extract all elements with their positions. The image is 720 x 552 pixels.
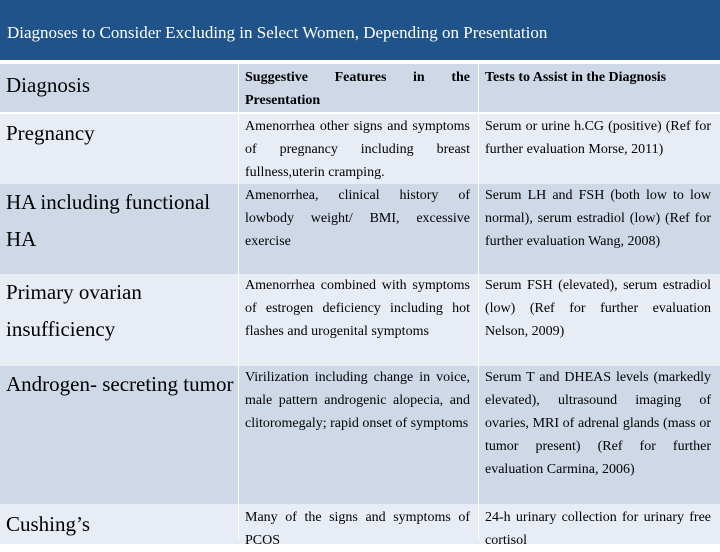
table-row [0,184,720,274]
features-cell: Many of the signs and symptoms of PCOS [245,510,470,548]
column-divider [478,64,479,540]
table-row [0,504,720,548]
table-row [0,366,720,504]
diagnosis-cell: Pregnancy [6,121,95,145]
column-header-tests: Tests to Assist in the Diagnosis [485,70,667,85]
diagnosis-cell: Cushing’s [6,512,91,536]
table-header-row [0,64,720,112]
diagnosis-cell: Primary ovarian insufficiency [6,280,142,341]
column-header-diagnosis: Diagnosis [6,73,90,97]
table-row [0,114,720,184]
diagnosis-cell: Androgen- secreting tumor [6,372,234,396]
tests-cell: Serum LH and FSH (both low to low normal), serum estradiol (low) (Ref for further evaluation Wang, 2008) [485,188,711,249]
table-row [0,274,720,366]
tests-cell: Serum T and DHEAS levels (markedly elevated), ultrasound imaging of ovaries, MRI of adrenal glands (mass or tumor present) (Ref for further evaluation Carmina, 2006) [485,370,711,477]
features-cell: Amenorrhea, clinical history of lowbody weight/ BMI, excessive exercise [245,188,470,249]
features-cell: Amenorrhea combined with symptoms of estrogen deficiency including hot flashes and urogenital symptoms [245,278,470,339]
diagnosis-cell: HA including functional HA [6,190,211,251]
slide-title: Diagnoses to Consider Excluding in Select Women, Depending on Presentation [7,23,548,42]
tests-cell: 24-h urinary collection for urinary free cortisol [485,510,711,548]
column-header-features: Suggestive Features in the Presentation [245,70,470,108]
features-cell: Virilization including change in voice, male pattern androgenic alopecia, and clitoromegaly; rapid onset of symptoms [245,370,470,431]
tests-cell: Serum or urine h.CG (positive) (Ref for further evaluation Morse, 2011) [485,119,711,157]
features-cell: Amenorrhea other signs and symptoms of pregnancy including breast fullness,uterin cramping. [245,119,470,180]
tests-cell: Serum FSH (elevated), serum estradiol (low) (Ref for further evaluation Nelson, 2009) [485,278,711,339]
column-divider [238,64,239,540]
slide-title-bar [0,0,720,60]
